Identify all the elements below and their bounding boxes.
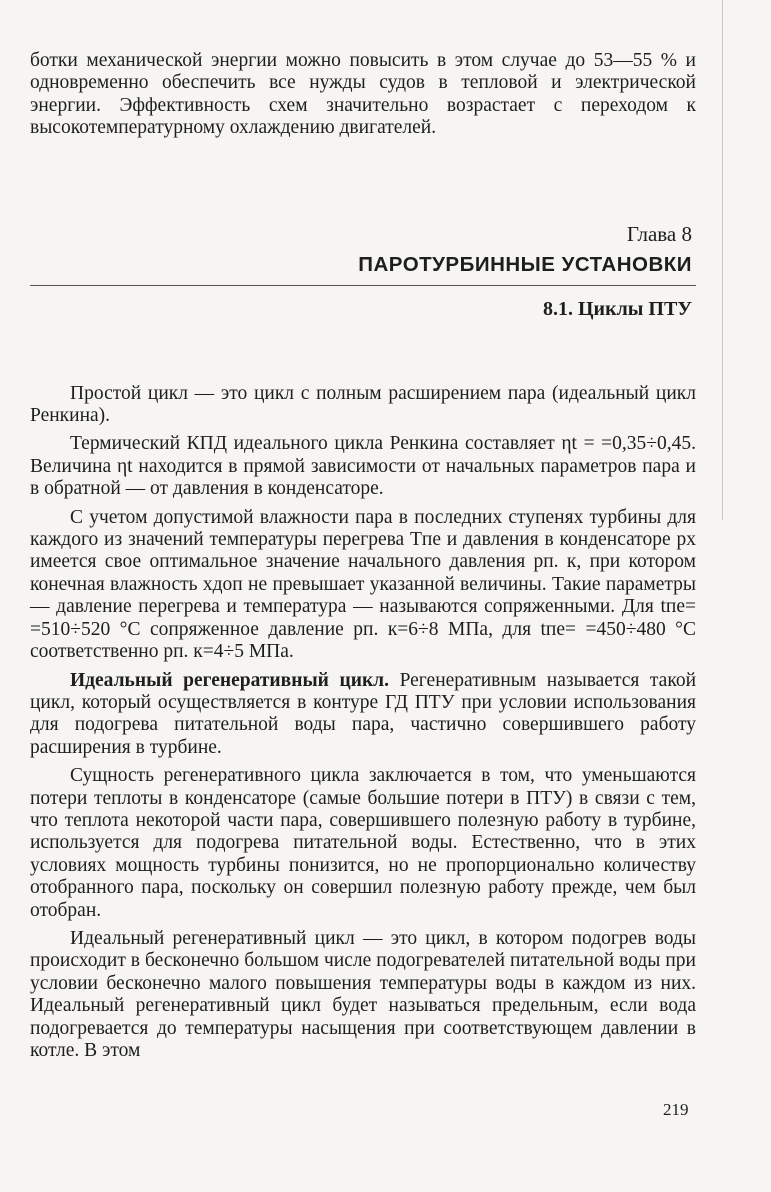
paragraph-text: Регенеративным называется такой цикл, который осуществляется в контуре ГД ПТУ при условии использования для подогрева питательной воды пара, частично совершившего работу расширения в турбине. [30, 669, 697, 758]
continued-paragraph: ботки механической энергии можно повысить в этом случае до 53—55 % и одновременно обеспечить все нужды судов в тепловой и электрической энергии. Эффективность схем значительно возрастает с переходом к высокотемпературному охлаждению двигателей. [30, 50, 696, 139]
runin-heading: Идеальный регенеративный цикл. [70, 669, 389, 691]
chapter-label: Глава 8 [626, 221, 692, 246]
paragraph-simple-cycle: Простой цикл — это цикл с полным расширением пара (идеальный цикл Ренкина). [30, 382, 696, 427]
paragraph-ideal-regenerative: Идеальный регенеративный цикл — это цикл, в котором подогрев воды происходит в бесконечно большом числе подогревателей питательной воды при условии бесконечно малого повышения температуры воды в каждом из них. Идеальный регенеративный цикл будет называться предельным, если вода подогревается до температуры насыщения при соответствующем давлении в котле. В этом [30, 927, 696, 1061]
chapter-title: ПАРОТУРБИННЫЕ УСТАНОВКИ [30, 253, 696, 286]
page-content [30, 50, 696, 1062]
paragraph-efficiency: Термический КПД идеального цикла Ренкина составляет ηt = =0,35÷0,45. Величина ηt находится в прямой зависимости от начальных параметров пара и в обратной — от давления в конденсаторе. [30, 433, 696, 500]
paragraph-regenerative-cycle [30, 670, 696, 760]
section-title: 8.1. Циклы ПТУ [542, 297, 692, 320]
paragraph-essence: Сущность регенеративного цикла заключается в том, что уменьшаются потери теплоты в конденсаторе (самые большие потери в ПТУ) в связи с тем, что теплота некоторой части пара, совершившего полезную работу в турбине, используется для подогрева питательной воды. Естественно, что в этих условиях мощность турбины понизится, но не пропорционально количеству отобранного пара, поскольку он совершил полезную работу прежде, чем был отобран. [30, 765, 696, 921]
margin-rule [722, 0, 723, 520]
page-number: 219 [663, 1100, 689, 1119]
paragraph-conjugate-parameters: С учетом допустимой влажности пара в последних ступенях турбины для каждого из значений температуры перегрева Tпе и давления в конденсаторе px имеется свое оптимальное значение начального давления pп. к, при котором конечная влажность xдоп не превышает указанной величины. Такие параметры — давление перегрева и температура — называются сопряженными. Для tпе= =510÷520 °С сопряженное давление pп. к=6÷8 МПа, для tпе= =450÷480 °С соответственно pп. к=4÷5 МПа. [30, 506, 696, 663]
section-body [30, 383, 696, 1063]
